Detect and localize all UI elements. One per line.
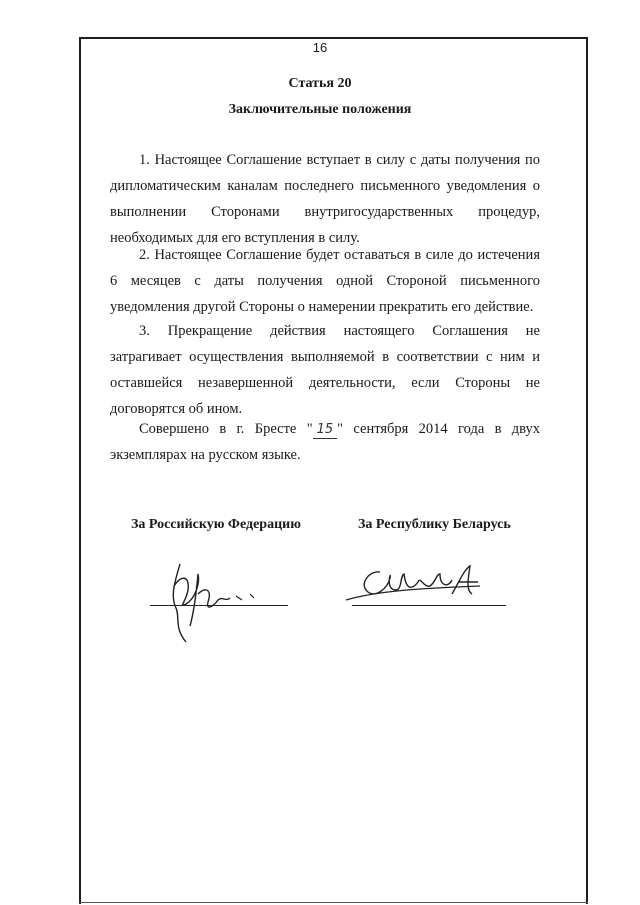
signature-line-belarus [352, 605, 506, 606]
paragraph-1: 1. Настоящее Соглашение вступает в силу с даты получения по дипломатическим каналам последнего письменного уведомления о выполнении Сторонами внутригосударственных процедур, необходимых для его вступления в силу. [110, 152, 540, 246]
paragraph-3: 3. Прекращение действия настоящего Соглашения не затрагивает осуществления выполняемой в соответствии с ним и оставшейся незавершенной деятельности, если Стороны не договорятся об ином. [110, 323, 540, 417]
signature-line-russia [150, 605, 288, 606]
signature-russia [150, 556, 290, 646]
signatory-label-belarus: За Республику Беларусь [358, 517, 511, 532]
page-number: 16 [312, 40, 328, 55]
signatory-label-russia: За Российскую Федерацию [131, 517, 301, 532]
page-bottom-edge [79, 902, 588, 903]
handwritten-day: 15 [313, 422, 338, 439]
article-title: Статья 20 [288, 76, 352, 91]
done-prefix: Совершено в г. Бресте " [139, 421, 313, 437]
signature-belarus [340, 560, 510, 610]
section-title: Заключительные положения [228, 102, 412, 117]
done-suffix: " сентября 2014 года в двух экземплярах на русском языке. [110, 421, 541, 463]
paragraph-2: 2. Настоящее Соглашение будет оставаться в силе до истечения 6 месяцев с даты получения одной Стороной письменного уведомления другой Стороны о намерении прекратить его действие. [110, 247, 540, 315]
done-statement [110, 416, 540, 468]
